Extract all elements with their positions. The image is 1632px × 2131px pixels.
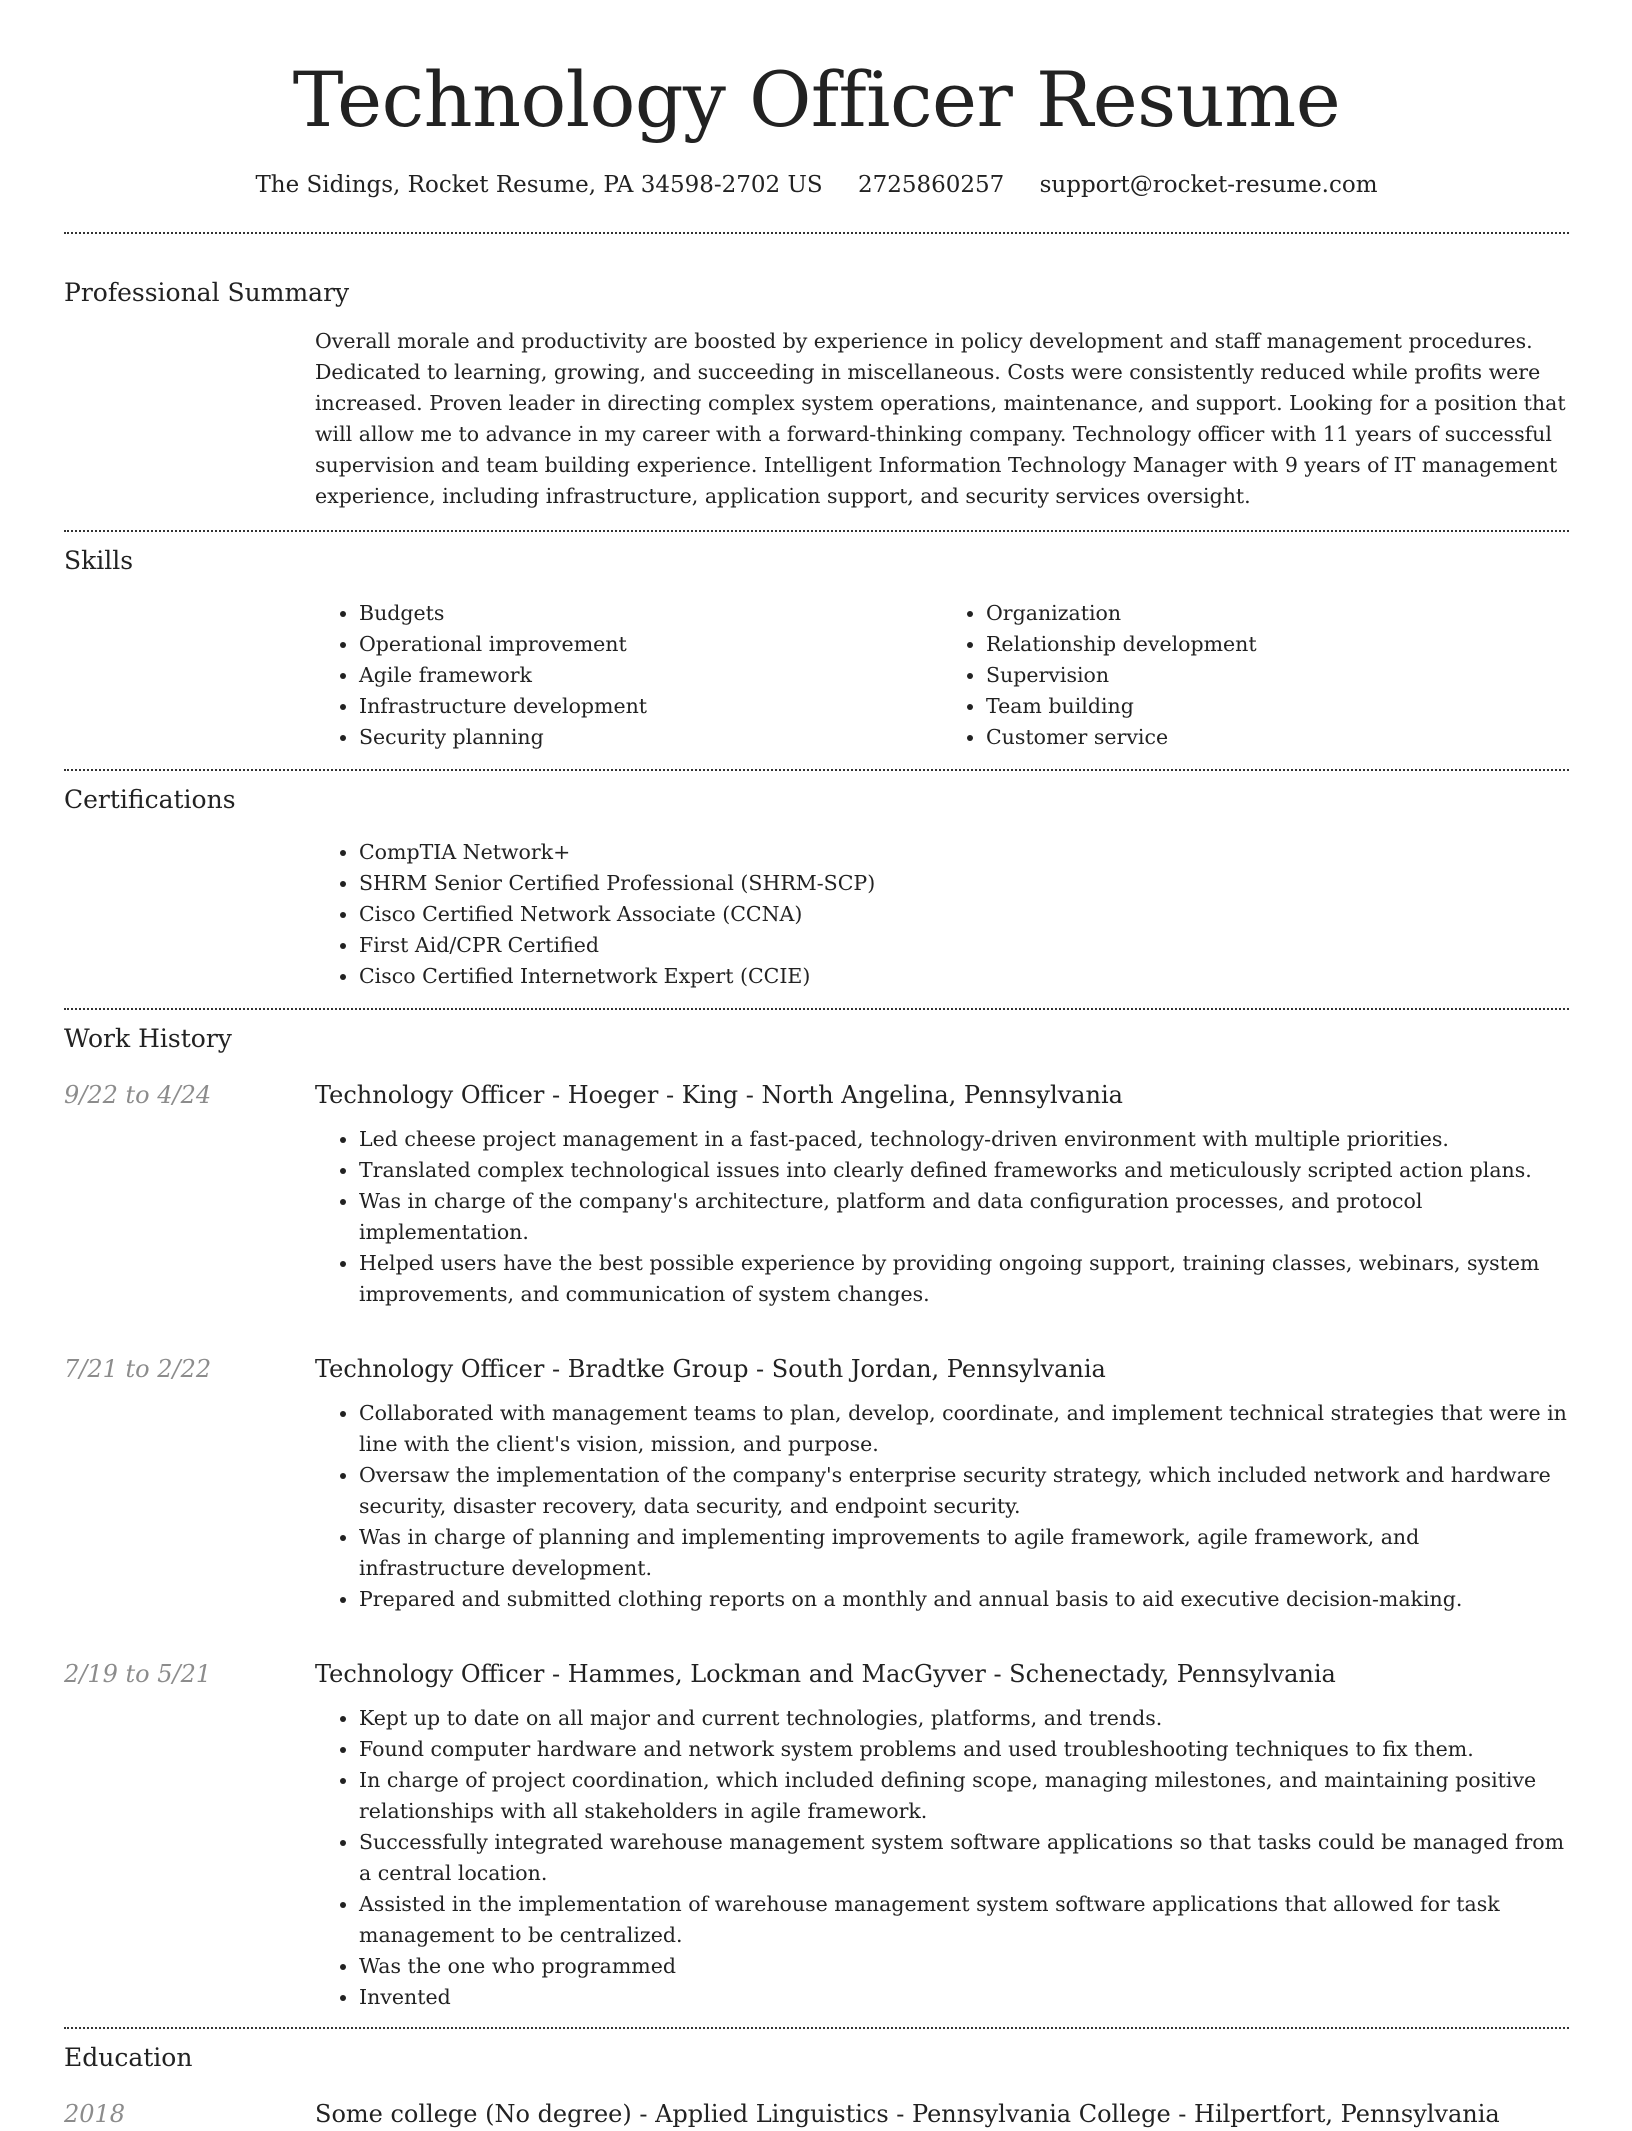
skill-item: • Security planning [359,722,942,753]
skills-section [64,532,1569,769]
resume-title: Technology Officer Resume [292,55,1341,144]
certifications-heading: Certifications [64,785,236,814]
job-bullet: • Assisted in the implementation of warehouse management system software applications that allowed for task management to be centralized. [359,1889,1569,1951]
resume-page [64,0,1569,2131]
certification-item: • SHRM Senior Certified Professional (SHRM-SCP) [359,868,1569,899]
job-title: Technology Officer - Hammes, Lockman and MacGyver - Schenectady, Pennsylvania [315,1660,1336,1688]
job-bullet: • Was the one who programmed [359,1951,1569,1982]
job-bullet: • In charge of project coordination, which included defining scope, managing milestones, and maintaining positive relationships with all stakeholders in agile framework. [359,1765,1569,1827]
contact-email: support@rocket-resume.com [1039,172,1378,198]
education-date: 2018 [64,2100,126,2128]
job-bullet: • Collaborated with management teams to plan, develop, coordinate, and implement technical strategies that were in line with the client's vision, mission, and purpose. [359,1398,1569,1460]
job-bullet: • Prepared and submitted clothing reports on a monthly and annual basis to aid executive decision-making. [359,1584,1569,1615]
skill-item: • Infrastructure development [359,691,942,722]
job-entry [64,1657,1569,2013]
job-title: Technology Officer - Bradtke Group - South Jordan, Pennsylvania [315,1355,1106,1383]
summary-section [64,234,1569,530]
skill-item: • Agile framework [359,660,942,691]
job-bullet: • Successfully integrated warehouse management system software applications so that tasks could be managed from a central location. [359,1827,1569,1889]
certification-item: • CompTIA Network+ [359,837,1569,868]
work-history-section [64,1010,1569,2027]
job-bullet: • Translated complex technological issues into clearly defined frameworks and meticulously scripted action plans. [359,1155,1569,1186]
job-date: 7/21 to 2/22 [64,1355,212,1383]
skills-heading: Skills [64,546,134,575]
job-bullet: • Was in charge of the company's architecture, platform and data configuration processes, and protocol implementation. [359,1186,1569,1248]
contact-line [64,168,1569,202]
work-history-heading: Work History [64,1024,232,1053]
job-list [64,1078,1569,2013]
skills-list-right [942,598,1569,753]
contact-address: The Sidings, Rocket Resume, PA 34598-2702 US [255,172,823,198]
job-entry [64,1078,1569,1310]
job-date: 2/19 to 5/21 [64,1660,212,1688]
skill-item: • Customer service [986,722,1569,753]
job-bullet: • Oversaw the implementation of the company's enterprise security strategy, which included network and hardware security, disaster recovery, data security, and endpoint security. [359,1460,1569,1522]
job-bullet: • Led cheese project management in a fast-paced, technology-driven environment with multiple priorities. [359,1124,1569,1155]
education-entry [64,2097,1569,2131]
job-date: 9/22 to 4/24 [64,1081,212,1109]
certification-item: • First Aid/CPR Certified [359,930,1569,961]
contact-phone: 2725860257 [857,172,1005,198]
job-bullet: • Kept up to date on all major and current technologies, platforms, and trends. [359,1703,1569,1734]
job-title: Technology Officer - Hoeger - King - North Angelina, Pennsylvania [315,1081,1123,1109]
job-bullets [315,1124,1569,1310]
skill-item: • Budgets [359,598,942,629]
certifications-list [315,837,1569,992]
certifications-section [64,771,1569,1008]
summary-heading: Professional Summary [64,278,350,307]
job-entry [64,1352,1569,1615]
skill-item: • Organization [986,598,1569,629]
certification-item: • Cisco Certified Network Associate (CCNA) [359,899,1569,930]
job-bullet: • Helped users have the best possible experience by providing ongoing support, training classes, webinars, system improvements, and communication of system changes. [359,1248,1569,1310]
education-heading: Education [64,2043,193,2072]
skill-item: • Team building [986,691,1569,722]
education-section [64,2029,1569,2131]
education-list [64,2097,1569,2131]
summary-text: Overall morale and productivity are boosted by experience in policy development and staff management procedures. Dedicated to learning, growing, and succeeding in miscellaneous. Costs were consistently reduced while profits were increased. Proven leader in directing complex system operations, maintenance, and support. Looking for a position that will allow me to advance in my career with a forward-thinking company. Technology officer with 11 years of successful supervision and team building experience. Intelligent Information Technology Manager with 9 years of IT management experience, including infrastructure, application support, and security services oversight. [315,329,1566,508]
skill-item: • Operational improvement [359,629,942,660]
skill-item: • Supervision [986,660,1569,691]
skills-list-left [315,598,942,753]
job-bullet: • Was in charge of planning and implementing improvements to agile framework, agile framework, and infrastructure development. [359,1522,1569,1584]
job-bullet: • Invented [359,1982,1569,2013]
education-title: Some college (No degree) - Applied Linguistics - Pennsylvania College - Hilpertfort, Pennsylvania [315,2100,1500,2128]
job-bullet: • Found computer hardware and network system problems and used troubleshooting techniques to fix them. [359,1734,1569,1765]
job-bullets [315,1398,1569,1615]
skill-item: • Relationship development [986,629,1569,660]
job-bullets [315,1703,1569,2013]
certification-item: • Cisco Certified Internetwork Expert (CCIE) [359,961,1569,992]
